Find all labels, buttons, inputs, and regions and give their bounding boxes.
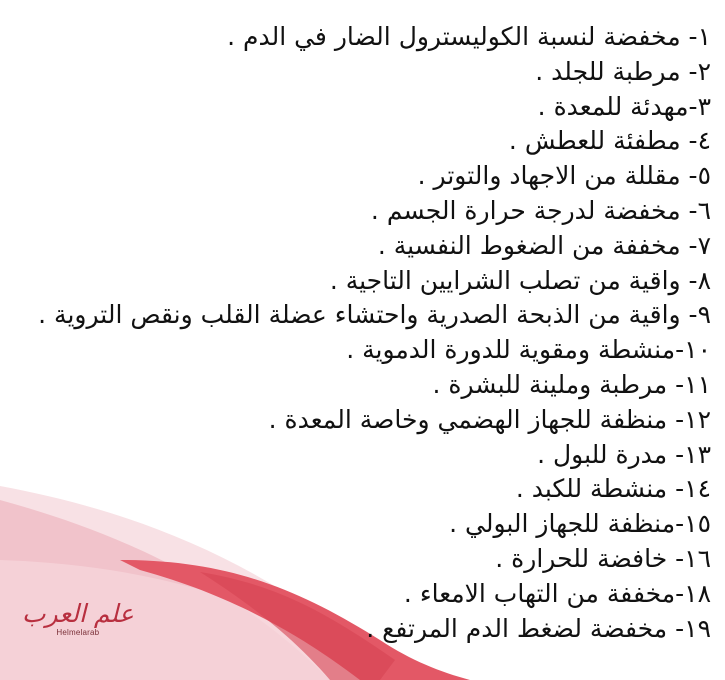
list-item: ٨- واقية من تصلب الشرايين التاجية . bbox=[329, 265, 711, 295]
logo-latin-text: Helmelarab bbox=[56, 628, 100, 637]
list-item: ١٩- مخفضة لضغط الدم المرتفع . bbox=[366, 613, 711, 643]
list-item: ٥- مقللة من الاجهاد والتوتر . bbox=[417, 161, 711, 191]
list-item: ١١- مرطبة وملينة للبشرة . bbox=[432, 369, 711, 399]
list-item: ١- مخفضة لنسبة الكوليسترول الضار في الدم . bbox=[227, 22, 711, 51]
watermark-logo bbox=[22, 600, 134, 638]
list-item: ١٣- مدرة للبول . bbox=[537, 439, 711, 469]
list-item: ١٦- خافضة للحرارة . bbox=[495, 543, 711, 573]
list-item: ١٥-منظفة للجهاز البولي . bbox=[449, 509, 711, 539]
list-item: ٤- مطفئة للعطش . bbox=[508, 126, 711, 156]
list-item: ٦- مخفضة لدرجة حرارة الجسم . bbox=[370, 195, 711, 225]
list-item: ١٠-منشطة ومقوية للدورة الدموية . bbox=[346, 335, 711, 365]
list-item: ٧- مخففة من الضغوط النفسية . bbox=[377, 230, 711, 260]
list-item: ١٨-مخففة من التهاب الامعاء . bbox=[403, 578, 711, 608]
list-item: ٢- مرطبة للجلد . bbox=[535, 56, 711, 86]
list-item: ٣-مهدئة للمعدة . bbox=[537, 91, 711, 121]
benefits-list bbox=[11, 20, 711, 646]
list-item: ٩- واقية من الذبحة الصدرية واحتشاء عضلة القلب ونقص التروية . bbox=[38, 300, 711, 330]
list-item: ١٤- منشطة للكبد . bbox=[515, 474, 711, 504]
list-item: ١٢- منظفة للجهاز الهضمي وخاصة المعدة . bbox=[268, 404, 711, 434]
logo-arabic-text: علم العرب bbox=[22, 599, 134, 628]
